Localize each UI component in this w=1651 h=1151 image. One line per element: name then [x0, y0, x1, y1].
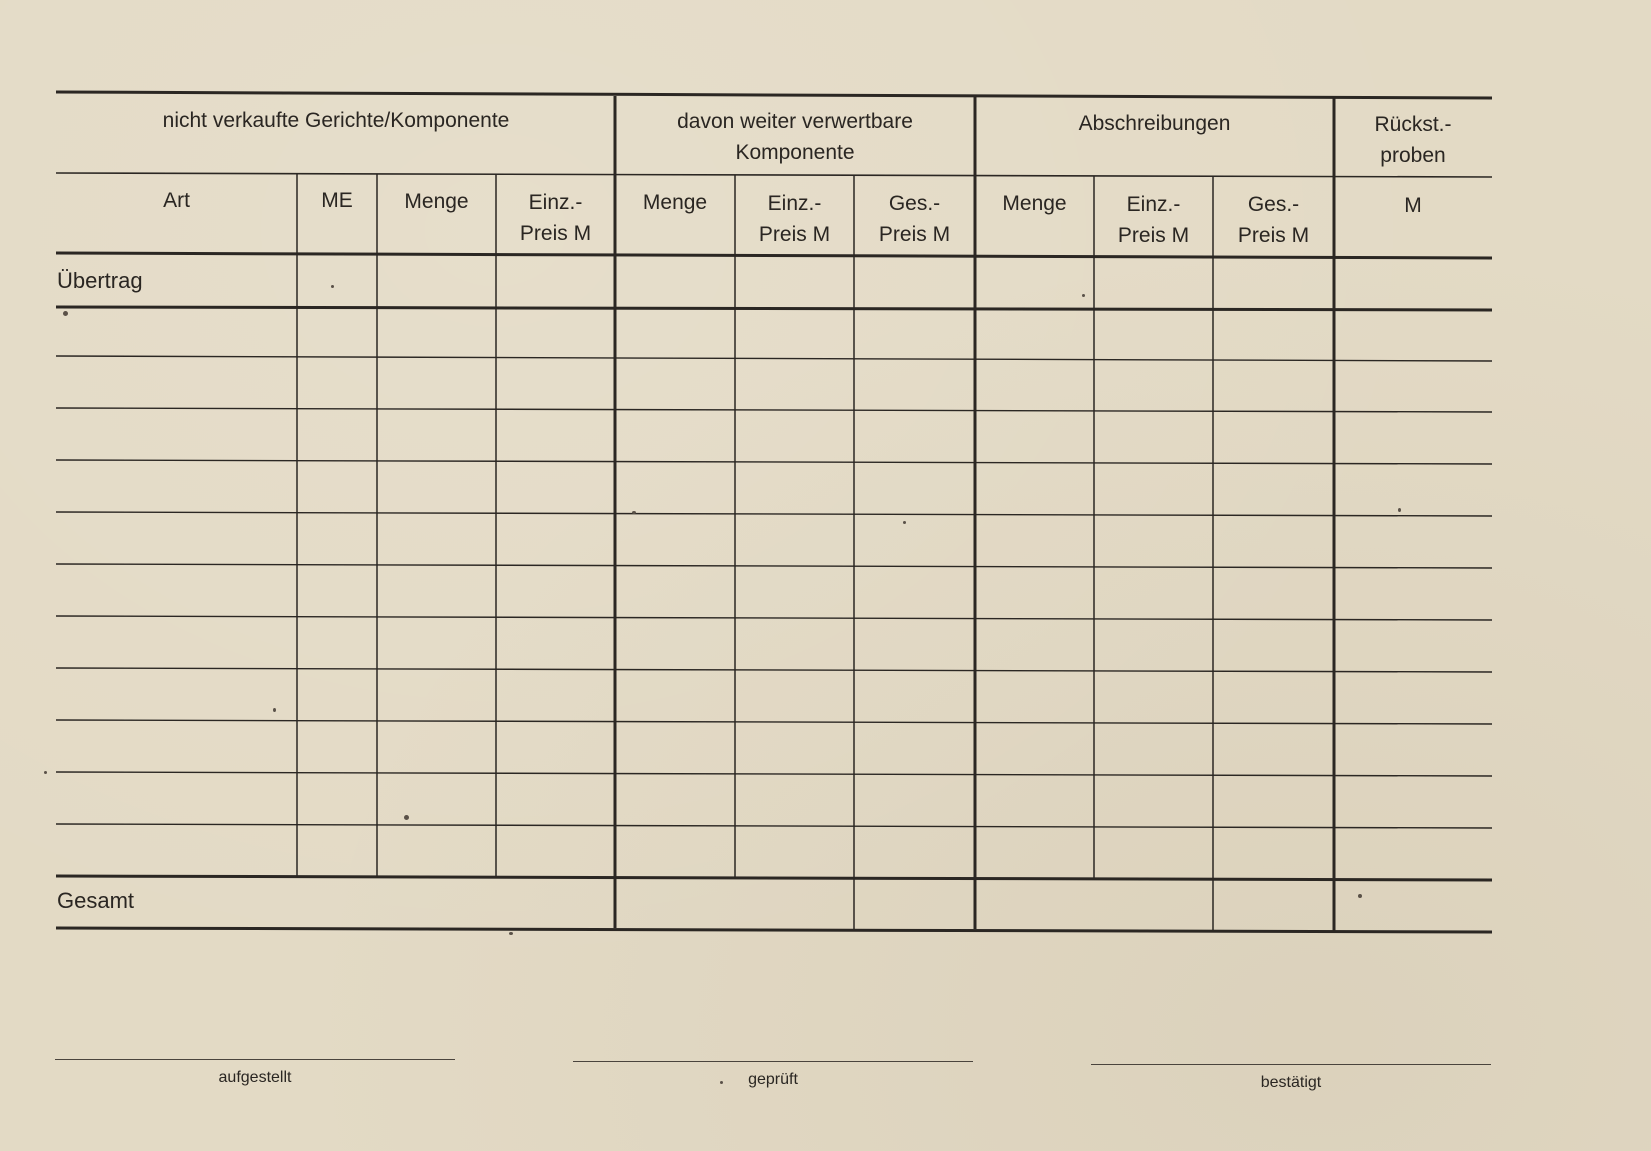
paper-speck: [1082, 294, 1085, 297]
paper-speck: [63, 311, 68, 316]
signature-label-geprueft: geprüft: [748, 1071, 798, 1088]
group-header-abschreibungen: Abschreibungen: [1078, 112, 1231, 135]
paper-speck: [331, 285, 334, 288]
col-header-menge-1: Menge: [404, 190, 469, 213]
signature-label-bestaetigt: bestätigt: [1260, 1074, 1322, 1091]
col-header-einz-preis-2-line1: Einz.-: [767, 192, 822, 215]
paper-speck: [404, 815, 409, 820]
col-header-einz-preis-2-line2: Preis M: [758, 223, 831, 246]
paper-speck: [632, 511, 636, 514]
paper-speck: [509, 932, 513, 935]
paper-speck: [273, 708, 276, 712]
group-header-weiter-verwertbar-line1: davon weiter verwertbare: [677, 110, 913, 133]
col-header-einz-preis-3-line1: Einz.-: [1126, 193, 1181, 216]
group-header-nicht-verkaufte: nicht verkaufte Gerichte/Komponente: [162, 109, 510, 132]
group-header-weiter-verwertbar: [615, 106, 975, 168]
signature-label-aufgestellt: aufgestellt: [218, 1069, 292, 1086]
group-header-weiter-verwertbar-line2: Komponente: [735, 141, 855, 164]
col-header-einz-preis-1-line1: Einz.-: [528, 191, 583, 214]
col-header-menge-3: Menge: [1002, 192, 1067, 215]
col-header-einz-preis-2: [735, 188, 854, 250]
col-header-ges-preis-3-line1: Ges.-: [1247, 193, 1300, 216]
row-label-gesamt: Gesamt: [57, 888, 135, 913]
group-header-rueckstellproben: [1334, 109, 1492, 171]
group-header-rueckst-line2: proben: [1380, 144, 1446, 167]
col-header-menge-2: Menge: [642, 191, 708, 214]
paper-speck: [44, 771, 47, 774]
paper-speck: [1358, 894, 1362, 898]
col-header-einz-preis-1-line2: Preis M: [519, 222, 592, 245]
col-header-ges-preis-2-line2: Preis M: [878, 223, 951, 246]
col-header-rueckst-m: M: [1404, 194, 1422, 217]
col-header-einz-preis-1: [496, 187, 615, 249]
signature-line-aufgestellt[interactable]: [55, 1059, 455, 1060]
row-label-uebertrag: Übertrag: [57, 268, 143, 293]
col-header-ges-preis-3: [1213, 189, 1334, 251]
col-header-einz-preis-3: [1094, 189, 1213, 251]
paper-speck: [1398, 508, 1401, 512]
paper-speck: [720, 1081, 723, 1084]
col-header-ges-preis-2-line1: Ges.-: [888, 192, 941, 215]
signature-line-geprueft[interactable]: [573, 1061, 973, 1062]
col-header-einz-preis-3-line2: Preis M: [1117, 224, 1190, 247]
col-header-me: ME: [321, 189, 353, 212]
col-header-art: Art: [163, 189, 190, 212]
signature-line-bestaetigt[interactable]: [1091, 1064, 1491, 1065]
col-header-ges-preis-3-line2: Preis M: [1237, 224, 1310, 247]
paper-speck: [903, 521, 906, 524]
group-header-rueckst-line1: Rückst.-: [1374, 113, 1452, 136]
col-header-ges-preis-2: [854, 188, 975, 250]
